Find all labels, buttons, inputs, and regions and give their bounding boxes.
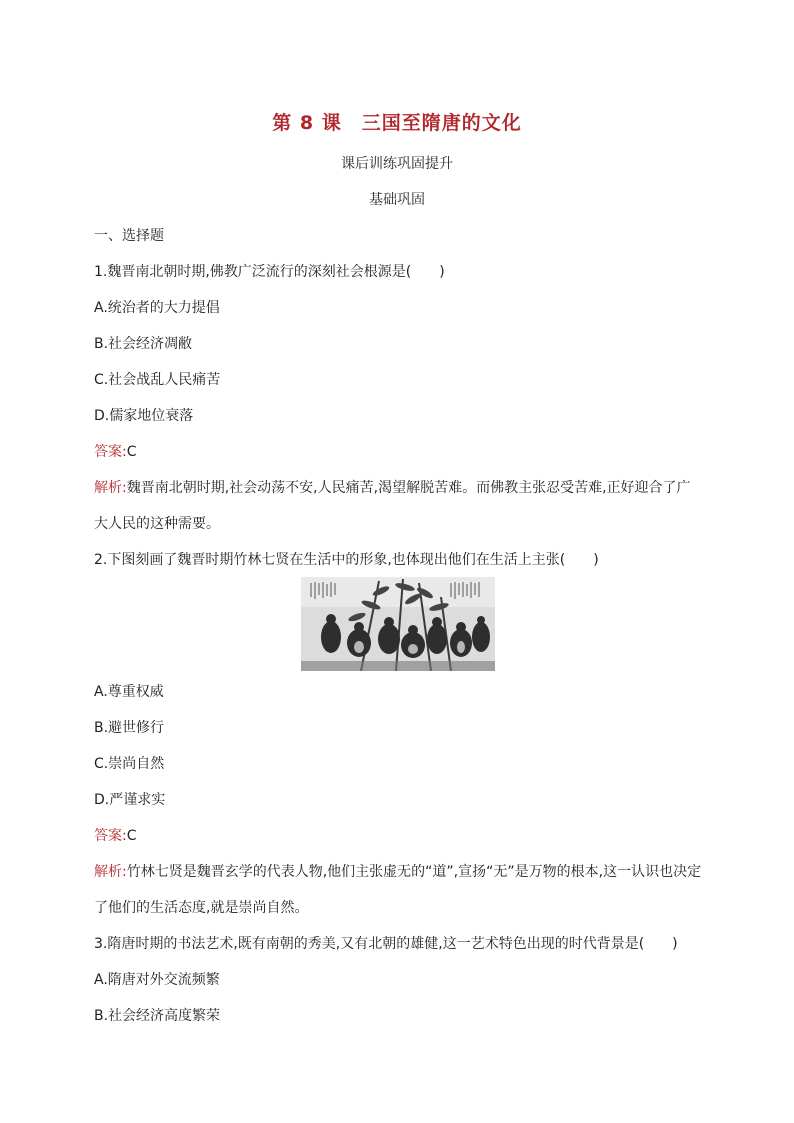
q2-analysis [94,854,704,926]
q1-answer-value: C [126,444,137,460]
seven-sages-picture-icon [301,577,495,671]
section-heading: 一、选择题 [94,228,164,244]
seven-sages-illustration [301,577,495,671]
q1-analysis-label: 解析: [94,480,127,496]
q1-stem: 1.魏晋南北朝时期,佛教广泛流行的深刻社会根源是( ) [94,264,445,280]
q1-answer [94,442,137,462]
q1-option-d: D.儒家地位衰落 [94,408,194,424]
q2-analysis-text: 竹林七贤是魏晋玄学的代表人物,他们主张虚无的“道”,宣扬“无”是万物的根本,这一认识也决定了他们的生活态度,就是崇尚自然。 [94,864,702,916]
q1-option-b: B.社会经济凋敝 [94,336,193,352]
q1-analysis-text: 魏晋南北朝时期,社会动荡不安,人民痛苦,渴望解脱苦难。而佛教主张忍受苦难,正好迎合了广大人民的这种需要。 [94,480,691,532]
lesson-title: 第 8 课 三国至隋唐的文化 [272,112,522,134]
q2-option-d: D.严谨求实 [94,792,166,808]
q1-option-a: A.统治者的大力提倡 [94,300,220,316]
q3-option-a: A.隋唐对外交流频繁 [94,972,220,988]
level-subtitle: 基础巩固 [369,192,425,208]
q1-option-c: C.社会战乱人民痛苦 [94,372,221,388]
q2-answer-label: 答案: [94,828,127,844]
q1-answer-label: 答案: [94,444,127,460]
q2-option-a: A.尊重权威 [94,684,164,700]
q2-answer-value: C [126,828,137,844]
q2-stem: 2.下图刻画了魏晋时期竹林七贤在生活中的形象,也体现出他们在生活上主张( ) [94,552,599,568]
q2-analysis-label: 解析: [94,864,127,880]
q3-option-b: B.社会经济高度繁荣 [94,1008,221,1024]
q1-analysis [94,470,704,542]
exercise-subtitle: 课后训练巩固提升 [341,156,453,172]
q2-option-c: C.崇尚自然 [94,756,165,772]
q3-stem: 3.隋唐时期的书法艺术,既有南朝的秀美,又有北朝的雄健,这一艺术特色出现的时代背景是( ) [94,936,678,952]
q2-answer [94,826,137,846]
q2-option-b: B.避世修行 [94,720,165,736]
